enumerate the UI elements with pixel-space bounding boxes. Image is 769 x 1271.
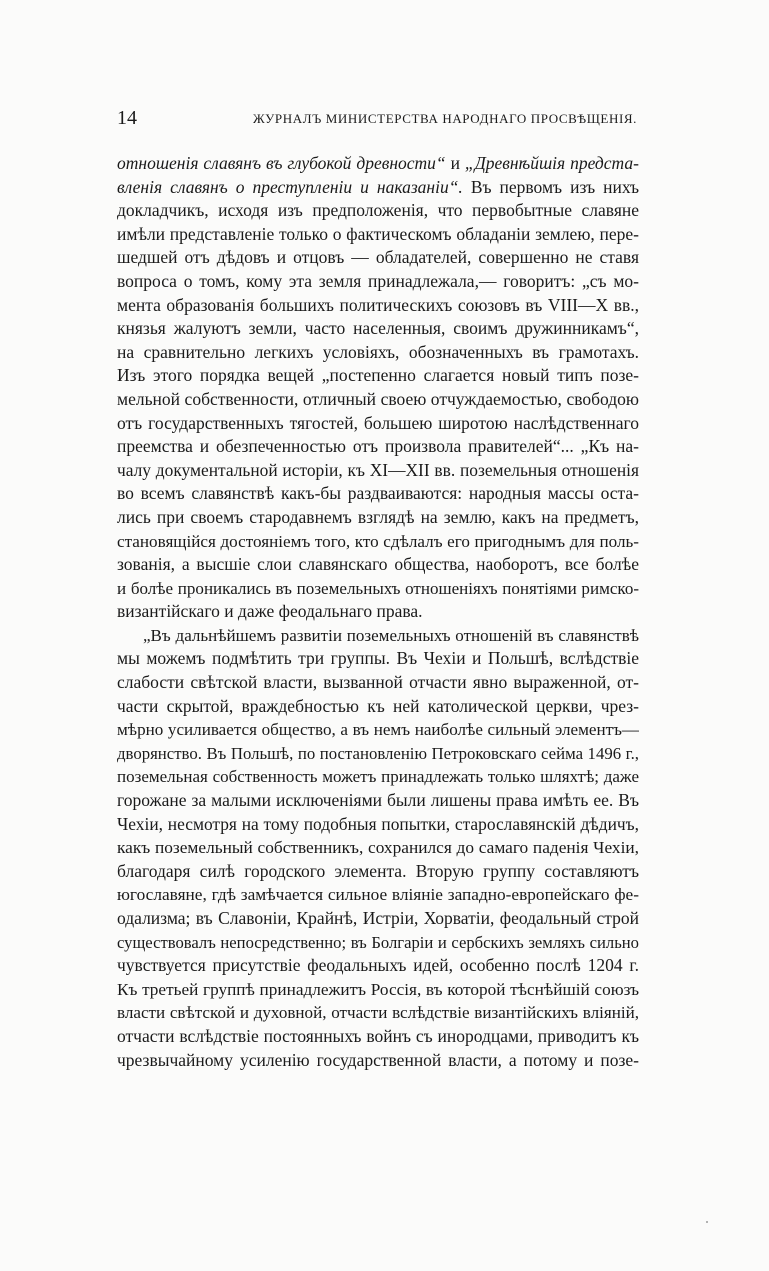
text-line: вопроса о томъ, кому эта земля принадлежала,— говоритъ: „съ мо- bbox=[117, 270, 639, 291]
text-line: мѣрно усиливается общество, а въ немъ наиболѣе сильный элементъ— bbox=[117, 720, 639, 740]
text-line: шедшей отъ дѣдовъ и отцовъ — обладателей, совершенно не ставя bbox=[117, 247, 639, 268]
text-line: власти свѣтской и духовной, отчасти вслѣдствіе византійскихъ вліяній, bbox=[117, 1003, 639, 1023]
paper-speck bbox=[706, 1221, 708, 1223]
page-header bbox=[117, 106, 637, 130]
text-line: вленія славянъ о преступленіи и наказаніи“. Въ первомъ изъ нихъ bbox=[117, 176, 639, 197]
text-line: отношенія славянъ въ глубокой древности“ и „Древнѣйшія предста- bbox=[117, 153, 639, 173]
running-title: ЖУРНАЛЪ МИНИСТЕРСТВА НАРОДНАГО ПРОСВѢЩЕНІЯ. bbox=[253, 111, 637, 126]
body-text bbox=[117, 152, 639, 1072]
text-line: слабости свѣтской власти, вызванной отчасти явно выраженной, от- bbox=[117, 672, 639, 693]
text-line: Изъ этого порядка вещей „постепенно слагается новый типъ позе- bbox=[117, 365, 639, 386]
text-line: имѣли представленіе только о фактическомъ обладаніи землею, пере- bbox=[117, 223, 639, 244]
text-line: князья жалуютъ земли, часто населенныя, своимъ дружинникамъ“, bbox=[117, 318, 639, 339]
text-line: „Въ дальнѣйшемъ развитіи поземельныхъ отношеній въ славянствѣ bbox=[143, 625, 639, 645]
text-line: преемства и обезпеченностью отъ произвола правителей“... „Къ на- bbox=[117, 436, 639, 457]
text-line: докладчикъ, исходя изъ предположенія, что первобытные славяне bbox=[117, 200, 639, 221]
text-line: Къ третьей группѣ принадлежитъ Россія, въ которой тѣснѣйшій союзъ bbox=[117, 979, 639, 999]
text-line: Чехіи, несмотря на тому подобныя попытки, старославянскій дѣдичъ, bbox=[117, 813, 639, 834]
text-line: мы можемъ подмѣтить три группы. Въ Чехіи и Польшѣ, вслѣдствіе bbox=[117, 648, 639, 669]
text-line: одализма; въ Славоніи, Крайнѣ, Истріи, Хорватіи, феодальный строй bbox=[117, 908, 639, 928]
text-line: части скрытой, враждебностью къ ней католической церкви, чрез- bbox=[117, 695, 639, 716]
text-line: на сравнительно легкихъ условіяхъ, обозначенныхъ въ грамотахъ. bbox=[117, 341, 639, 362]
text-line: чрезвычайному усиленію государственной власти, а потому и позе- bbox=[117, 1049, 639, 1070]
text-line: отчасти вслѣдствіе постоянныхъ войнъ съ инородцами, приводитъ къ bbox=[117, 1025, 639, 1046]
text-line: во всемъ славянствѣ какъ-бы раздваиваются: народныя массы оста- bbox=[117, 483, 639, 504]
text-line: мельной собственности, отличный своею отчуждаемостью, свободою bbox=[117, 388, 639, 409]
text-line: мента образованія большихъ политическихъ союзовъ въ VIII—X вв., bbox=[117, 294, 639, 315]
page-number: 14 bbox=[117, 107, 137, 129]
text-line: становящійся достояніемъ того, кто сдѣлалъ его пригоднымъ для поль- bbox=[117, 531, 639, 551]
text-line: чалу документальной исторіи, къ XI—XII вв. поземельныя отношенія bbox=[117, 459, 639, 480]
text-line: и болѣе проникались въ поземельныхъ отношеніяхъ понятіями римско- bbox=[117, 578, 639, 598]
text-line: какъ поземельный собственникъ, сохранился до самаго паденія Чехіи, bbox=[117, 838, 639, 858]
text-line: существовалъ непосредственно; въ Болгаріи и сербскихъ земляхъ сильно bbox=[117, 932, 639, 952]
text-line: византійскаго и даже феодальнаго права. bbox=[117, 601, 423, 622]
text-line: поземельная собственность можетъ принадлежать только шляхтѣ; даже bbox=[117, 767, 639, 787]
text-line: лись при своемъ стародавнемъ взглядѣ на землю, какъ на предметъ, bbox=[117, 506, 639, 527]
text-line: дворянство. Въ Польшѣ, по постановленію Петроковскаго сейма 1496 г., bbox=[117, 743, 639, 763]
text-line: зованія, а высшіе слои славянскаго общества, наоборотъ, все болѣе bbox=[117, 554, 639, 575]
text-line: отъ государственныхъ тягостей, большею широтою наслѣдственнаго bbox=[117, 412, 639, 433]
text-line: югославяне, гдѣ замѣчается сильное вліяніе западно-европейскаго фе- bbox=[117, 885, 639, 905]
text-line: чувствуется присутствіе феодальныхъ идей, особенно послѣ 1204 г. bbox=[117, 955, 639, 976]
text-line: горожане за малыми исключеніями были лишены права имѣть ее. Въ bbox=[117, 790, 639, 811]
text-line: благодаря силѣ городского элемента. Вторую группу составляютъ bbox=[117, 860, 639, 881]
